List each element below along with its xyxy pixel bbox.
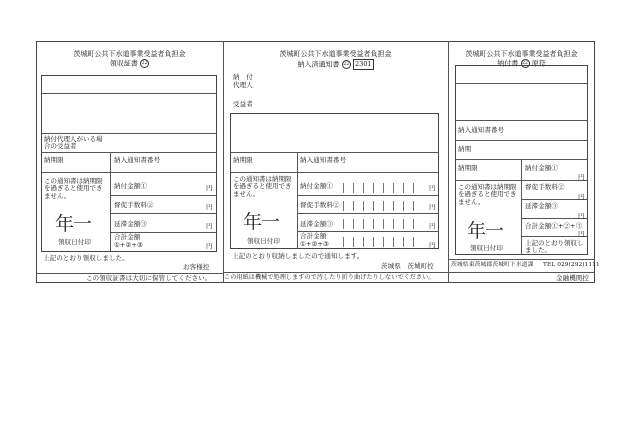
slip-hline-1 (455, 83, 588, 84)
notice-total-yen: 円 (429, 241, 436, 249)
notice-footer-right: 茨城県 茨城町控 (381, 262, 434, 270)
notice-payer-label-1: 納 付 (233, 73, 253, 81)
slip-footer: 上記のとおり領収しました。 (525, 239, 584, 255)
receipt-footer-right: お客様控 (183, 263, 210, 271)
receipt-stamp-label: 領収日付印 (58, 238, 91, 246)
notice-row-line-2 (297, 213, 439, 214)
notice-stamp-label: 領収日付印 (247, 237, 280, 245)
receipt-title-line1: 茨城町公共下水道事業受益者負担金 (73, 50, 186, 58)
receipt-notice-number-label: 納入通知書番号 (114, 156, 161, 164)
receipt-hline-2 (41, 133, 217, 134)
slip-total-yen: 円 (578, 230, 585, 238)
receipt-proxy-label: 納付代理人がいる場合の受益者 (44, 135, 103, 151)
slip-term-label: 納期限 (458, 164, 478, 172)
slip-bottom-rule-1 (448, 259, 595, 260)
receipt-stamp-mark: 年一 (55, 213, 92, 235)
receipt-notice-text: この通知書は納期限を過ぎると使用できません。 (44, 177, 103, 200)
notice-payer-label-2: 代理人 (233, 81, 253, 89)
receipt-row-line-1 (110, 195, 217, 196)
receipt-row-fee-label: 督促手数料② (114, 201, 154, 209)
receipt-bottom-note: この領収証書は大切に保管してください。 (86, 274, 212, 282)
slip-total-label: 合計金額①+②+③ (525, 222, 583, 230)
notice-row-line-1 (297, 195, 439, 196)
notice-total-label: 合計金額 (300, 232, 327, 240)
receipt-total-yen: 円 (206, 242, 213, 250)
notice-beneficiary-label: 受益者 (233, 100, 253, 108)
slip-notice-number-label: 納入通知書番号 (458, 126, 505, 134)
slip-stamp-label: 領収日付印 (470, 244, 503, 252)
slip-bottom-right: 金融機関控 (556, 274, 589, 282)
receipt-row-line-2 (110, 213, 217, 214)
receipt-row-amount-label: 納付金額① (114, 182, 147, 190)
receipt-title-line2: 領収証書 (109, 59, 138, 68)
notice-row-fee-yen: 円 (429, 203, 436, 211)
slip-stamp-mark: 年一 (467, 220, 504, 242)
slip-row-late-label: 延滞金額③ (525, 202, 558, 210)
notice-vline-1 (297, 152, 298, 249)
slip-bottom-rule-2 (448, 272, 595, 273)
notice-footer-left: 上記のとおり収納しましたので通知します。 (232, 252, 364, 260)
slip-bottom-left: 茨城県東茨城郡茨城町下水道課 (451, 262, 534, 268)
slip-title-line1: 茨城町公共下水道事業受益者負担金 (465, 50, 578, 58)
notice-title (223, 50, 448, 70)
notice-total-formula: ①+②+③ (300, 240, 329, 248)
notice-term-label: 納期限 (233, 156, 253, 164)
receipt-row-late-yen: 円 (206, 222, 213, 230)
slip-hline-3 (455, 140, 588, 141)
notice-row-amount-yen: 円 (429, 184, 436, 192)
receipt-total-formula: ①+②+③ (114, 241, 143, 249)
slip-amount-yen: 円 (578, 173, 585, 181)
panel-divider-2 (448, 41, 449, 283)
notice-hline-2 (230, 172, 439, 173)
panel-divider-1 (223, 41, 224, 283)
notice-hline-1 (230, 152, 439, 153)
receipt-row-fee-yen: 円 (206, 203, 213, 211)
notice-row-late-label: 延滞金額③ (300, 220, 333, 228)
notice-notice-number-label: 納入通知書番号 (300, 156, 347, 164)
notice-title-line1: 茨城町公共下水道事業受益者負担金 (279, 50, 392, 58)
notice-row-late-yen: 円 (429, 222, 436, 230)
receipt-row-amount-yen: 円 (206, 184, 213, 192)
notice-notice-text: この通知書は納期限を過ぎると使用できません。 (233, 175, 292, 198)
slip-hline-2 (455, 120, 588, 121)
receipt-vline-1 (110, 152, 111, 252)
receipt-hline-4 (41, 172, 217, 173)
receipt-title (36, 50, 223, 69)
slip-row-fee-label: 督促手数料② (525, 183, 565, 191)
slip-original-label: 原符 (531, 59, 546, 68)
notice-code: 2301 (354, 60, 372, 69)
notice-bottom-note: この用紙は機械で処理しますので汚したり折り曲げたりしないでください。 (224, 274, 435, 281)
notice-bottom-rule (223, 272, 448, 273)
slip-vline-1 (521, 159, 522, 255)
receipt-total-label: 合計金額 (114, 233, 141, 241)
receipt-hline-1 (41, 93, 217, 94)
slip-row-fee-yen: 円 (578, 193, 585, 201)
receipt-circled-number: 22 (141, 61, 148, 67)
notice-circled-number: 22 (343, 62, 350, 68)
slip-amount-label: 納付金額① (525, 164, 558, 172)
receipt-term-label: 納期限 (44, 156, 64, 164)
slip-notice-text: この通知書は納期限を過ぎると使用できません。 (458, 183, 517, 206)
slip-circled-number: 22 (522, 61, 528, 67)
notice-row-amount-label: 納付金額① (300, 182, 333, 190)
receipt-hline-3 (41, 152, 217, 153)
receipt-footer-left: 上記のとおり領収しました。 (43, 254, 129, 262)
slip-term-label-box: 納期 (458, 145, 472, 153)
slip-row-late-yen: 円 (578, 212, 585, 220)
notice-stamp-mark: 年一 (243, 211, 280, 233)
slip-title-line2: 納付書 (497, 59, 519, 68)
slip-bottom-tel: TEL 029(292)1111 (543, 262, 600, 268)
notice-row-fee-label: 督促手数料② (300, 201, 340, 209)
notice-title-line2: 納入済通知書 (297, 60, 340, 69)
receipt-row-late-label: 延滞金額③ (114, 220, 147, 228)
